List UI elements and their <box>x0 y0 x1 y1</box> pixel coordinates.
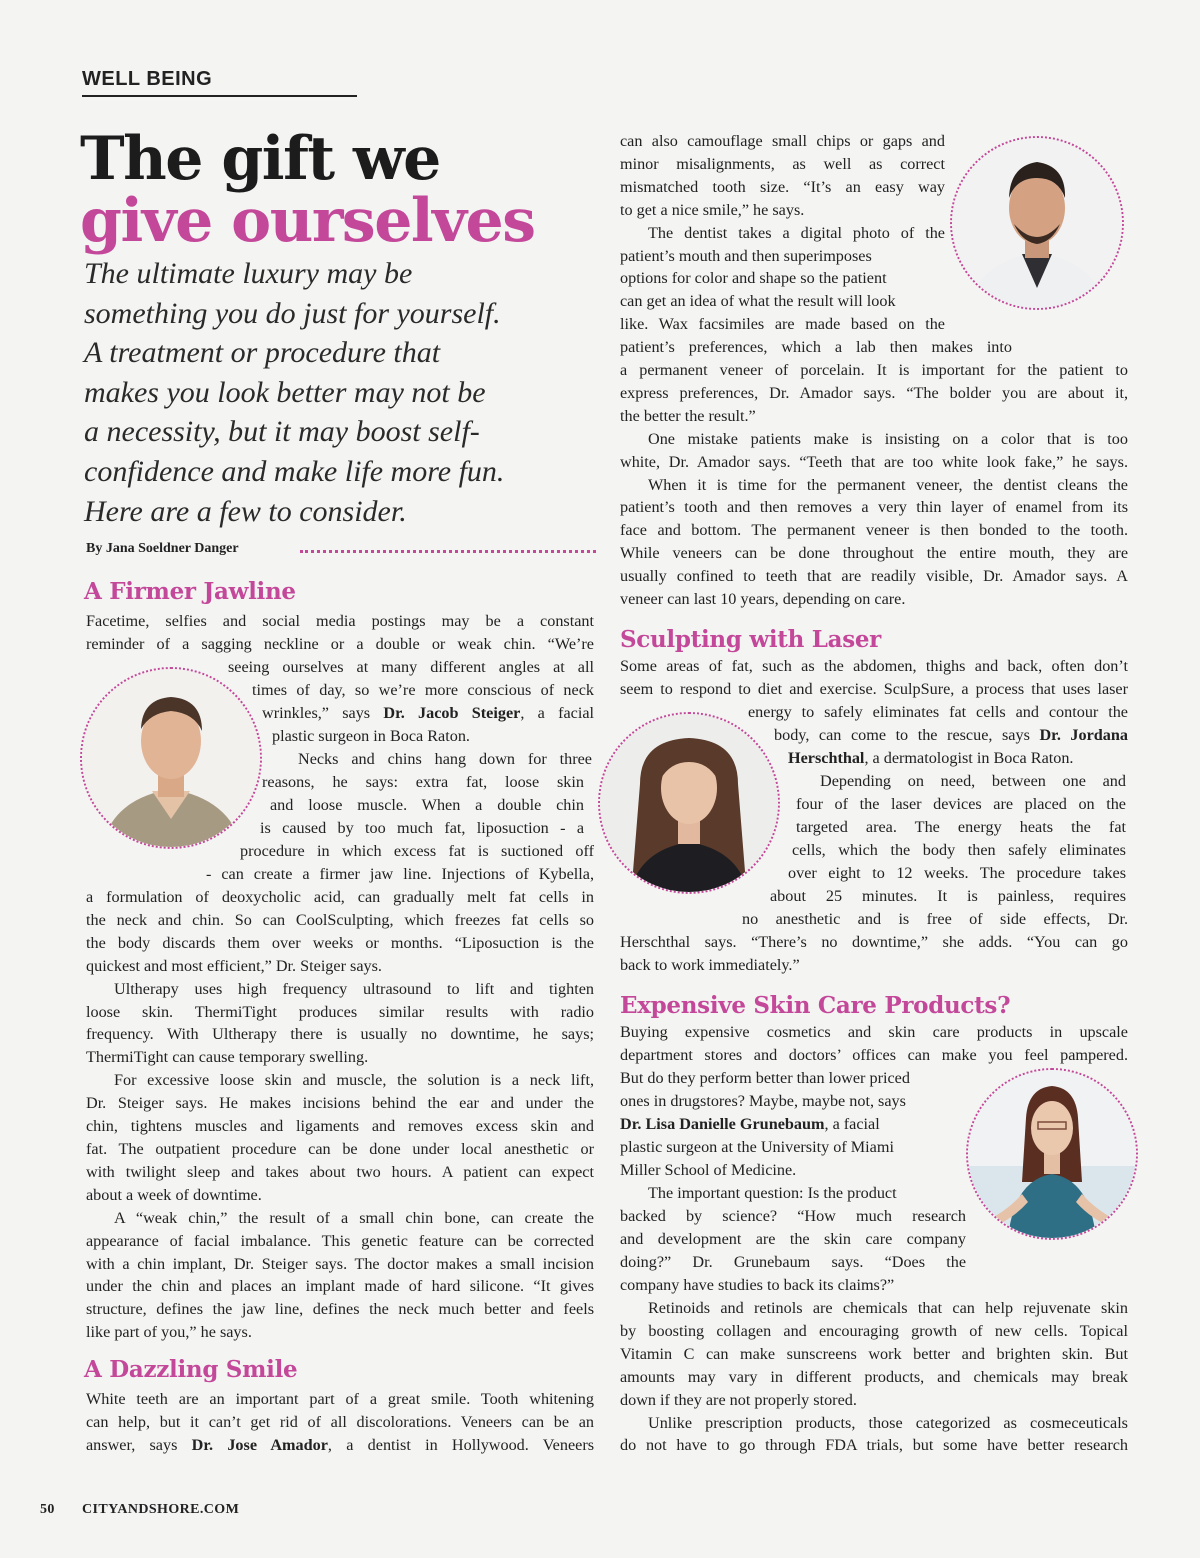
text-line: Herschthal, a dermatologist in Boca Raton. <box>788 749 1074 767</box>
text-line: company have studies to back its claims?” <box>620 1275 895 1294</box>
text-line: and development are the skin care company <box>620 1229 966 1248</box>
text-line: seem to respond to diet and exercise. SculpSure, a process that uses laser <box>620 679 1128 698</box>
text-line: plastic surgeon at the University of Miami <box>620 1137 894 1156</box>
text-line: When it is time for the permanent veneer, the dentist cleans the <box>648 475 1128 494</box>
text-line: While veneers can be done throughout the entire mouth, they are <box>620 544 1128 563</box>
deck-line: something you do just for yourself. <box>84 296 501 330</box>
deck-line: makes you look better may not be <box>84 375 486 409</box>
text-line: can get an idea of what the result will look <box>620 292 896 311</box>
text-line: to get a nice smile,” he says. <box>620 200 805 219</box>
smile-text-d <box>620 359 1128 611</box>
text-line: options for color and shape so the patient <box>620 269 887 288</box>
text-line: Some areas of fat, such as the abdomen, thighs and back, often don’t <box>620 657 1128 675</box>
text-line: For excessive loose skin and muscle, the solution is a neck lift, <box>114 1071 594 1090</box>
text-line: the better the result.” <box>620 406 756 425</box>
skincare-text-b <box>620 1067 976 1182</box>
text-line: backed by science? “How much research <box>620 1206 966 1225</box>
subhead-jawline: A Firmer Jawline <box>84 578 296 605</box>
text-line: Facetime, selfies and social media postings may be a constant <box>86 612 594 630</box>
text-line: four of the laser devices are placed on the <box>796 795 1126 813</box>
jawline-text-f <box>270 748 592 771</box>
jawline-text-l <box>86 886 594 1344</box>
doctor-name: Dr. Lisa Danielle Grunebaum <box>620 1114 825 1133</box>
text-line: department stores and doctors’ offices can make you feel pampered. <box>620 1045 1128 1064</box>
text-line: reminder of a sagging neckline or a double or weak chin. “We’re <box>86 634 594 653</box>
text-line: no anesthetic and is free of side effects, Dr. <box>742 910 1128 928</box>
text-line: Retinoids and retinols are chemicals that can help rejuvenate skin <box>648 1299 1128 1317</box>
laser-text-l <box>620 931 1128 977</box>
deck-line: A treatment or procedure that <box>84 336 441 370</box>
deck-line: Here are a few to consider. <box>84 494 407 528</box>
laser-text-h <box>792 839 1126 862</box>
text-line: seeing ourselves at many different angles at all <box>228 658 594 676</box>
text-line: Ultherapy uses high frequency ultrasound to lift and tighten <box>114 979 594 998</box>
text-line: ones in drugstores? Maybe, maybe not, says <box>620 1091 906 1110</box>
text-line: energy to safely eliminates fat cells and contour the <box>748 703 1128 721</box>
text-line: Dr. Steiger says. He makes incisions behind the ear and under the <box>86 1094 594 1113</box>
text-line: can also camouflage small chips or gaps and <box>620 132 945 150</box>
text-line: frequency. With Ultherapy there is usually no downtime, he says; <box>86 1025 594 1044</box>
doctor-portrait-steiger <box>80 667 262 849</box>
text-line: about a week of downtime. <box>86 1185 262 1204</box>
text-line: patient’s tooth and then removes a very thin layer of enamel from its <box>620 498 1128 517</box>
text-line: reasons, he says: extra fat, loose skin <box>262 773 584 791</box>
text-line: a formulation of deoxycholic acid, can gradually melt fat cells in <box>86 888 594 906</box>
laser-text-j <box>770 885 1126 908</box>
text-line: veneer can last 10 years, depending on care. <box>620 590 906 609</box>
doctor-portrait-grunebaum <box>966 1068 1138 1240</box>
footer-site: CITYANDSHORE.COM <box>82 1502 240 1517</box>
text-line: down if they are not properly stored. <box>620 1390 857 1409</box>
headline-line-2: give ourselves <box>80 186 535 256</box>
text-line: chin, tightens muscles and ligaments and removes excess skin and <box>86 1117 594 1136</box>
text-line: like. Wax facsimiles are made based on the <box>620 315 945 334</box>
jawline-text-d <box>262 702 594 725</box>
jawline-text-i <box>260 817 584 840</box>
text-line: Vitamin C can make sunscreens work better and brighten skin. But <box>620 1344 1128 1363</box>
text-line: doing?” Dr. Grunebaum says. “Does the <box>620 1252 966 1271</box>
skincare-text-a <box>620 1021 1128 1067</box>
text-line: usually confined to teeth that are readily visible, Dr. Amador says. A <box>620 567 1128 586</box>
deck-line: confidence and make life more fun. <box>84 454 505 488</box>
doctor-name: Dr. Jordana <box>1039 726 1128 744</box>
jawline-text-a <box>86 610 594 656</box>
text-line: face and bottom. The permanent veneer is then bonded to the tooth. <box>620 521 1128 540</box>
text-line: targeted area. The energy heats the fat <box>796 818 1126 836</box>
text-line: about 25 minutes. It is painless, requires <box>770 887 1126 905</box>
text-line: answer, says Dr. Jose Amador, a dentist in Hollywood. Veneers <box>86 1435 595 1454</box>
text-line: the neck and chin. So can CoolSculpting, which freezes fat cells so <box>86 910 594 929</box>
laser-text-c <box>774 724 1128 747</box>
jawline-text-b <box>228 656 594 679</box>
headline-line-1: The gift we <box>80 124 440 194</box>
laser-text-k <box>742 908 1128 931</box>
text-line: by boosting collagen and encouraging growth of new cells. Topical <box>620 1321 1128 1340</box>
text-line: Buying expensive cosmetics and skin care products in upscale <box>620 1023 1128 1041</box>
text-line: Herschthal says. “There’s no downtime,” she adds. “You can go <box>620 933 1128 951</box>
section-tag: WELL BEING <box>82 68 357 97</box>
subhead-skincare: Expensive Skin Care Products? <box>620 992 1011 1019</box>
jawline-text-g <box>262 771 584 794</box>
text-line: loose skin. ThermiTight produces similar results with radio <box>86 1002 594 1021</box>
text-line: is caused by too much fat, liposuction - a <box>260 819 584 837</box>
text-line: structure, defines the jaw line, defines the neck much better and feels <box>86 1300 594 1319</box>
text-line: White teeth are an important part of a great smile. Tooth whitening <box>86 1390 594 1408</box>
smile-text-c <box>620 336 1012 359</box>
text-line: minor misalignments, as well as correct <box>620 154 945 173</box>
text-line: with a chin implant, Dr. Steiger says. The doctor makes a small incision <box>86 1254 594 1273</box>
text-line: quickest and most efficient,” Dr. Steiger says. <box>86 956 382 975</box>
text-line: The important question: Is the product <box>648 1184 897 1202</box>
text-line: back to work immediately.” <box>620 955 800 974</box>
text-line: But do they perform better than lower priced <box>620 1069 910 1087</box>
text-line: cells, which the body then safely eliminates <box>792 841 1126 859</box>
subhead-laser: Sculpting with Laser <box>620 626 881 653</box>
text-line: over eight to 12 weeks. The procedure takes <box>788 864 1126 882</box>
laser-text-e <box>792 770 1126 793</box>
text-line: patient’s mouth and then superimposes <box>620 246 872 265</box>
text-line: ThermiTight can cause temporary swelling. <box>86 1048 369 1067</box>
text-line: Unlike prescription products, those categorized as cosmeceuticals <box>648 1413 1128 1432</box>
text-line: The dentist takes a digital photo of the <box>648 223 945 242</box>
skincare-text-d <box>620 1297 1128 1457</box>
text-line: like part of you,” he says. <box>86 1323 252 1342</box>
laser-text-d <box>788 747 1108 770</box>
text-line: a permanent veneer of porcelain. It is important for the patient to <box>620 361 1128 379</box>
text-line: appearance of facial imbalance. This genetic feature can be corrected <box>86 1231 594 1250</box>
byline: By Jana Soeldner Danger <box>86 541 239 556</box>
text-line: wrinkles,” says Dr. Jacob Steiger, a facial <box>262 704 595 722</box>
text-line: - can create a firmer jaw line. Injections of Kybella, <box>206 865 594 883</box>
text-line: A “weak chin,” the result of a small chin bone, can create the <box>114 1208 594 1227</box>
byline-divider <box>300 550 596 553</box>
text-line: amounts may vary in different products, and chemicals may break <box>620 1367 1128 1386</box>
smile-text-b <box>620 130 945 336</box>
laser-text-f <box>796 793 1126 816</box>
text-line: Depending on need, between one and <box>820 772 1126 790</box>
text-line: plastic surgeon in Boca Raton. <box>272 727 470 745</box>
doctor-name: Dr. Jacob Steiger <box>383 704 521 722</box>
text-line: can help, but it can’t get rid of all discolorations. Veneers can be an <box>86 1412 594 1431</box>
text-line: Necks and chins hang down for three <box>298 750 592 768</box>
jawline-text-c <box>252 679 594 702</box>
doctor-portrait-amador <box>950 136 1124 310</box>
laser-text-i <box>788 862 1126 885</box>
text-line: the body discards them over weeks or months. “Liposuction is the <box>86 933 594 952</box>
jawline-text-h <box>270 794 584 817</box>
smile-text-a <box>86 1388 594 1457</box>
doctor-portrait-herschthal <box>598 712 780 894</box>
jawline-text-k <box>206 863 594 886</box>
doctor-name: Herschthal <box>788 749 865 767</box>
text-line: mismatched tooth size. “It’s an easy way <box>620 177 945 196</box>
doctor-name: Dr. Jose Amador <box>191 1435 328 1454</box>
text-line: express preferences, Dr. Amador says. “The bolder you are about it, <box>620 383 1128 402</box>
page-number: 50 <box>40 1502 55 1517</box>
laser-text-a <box>620 655 1128 701</box>
subhead-smile: A Dazzling Smile <box>84 1356 298 1383</box>
jawline-text-e <box>272 725 522 748</box>
text-line: with twilight sleep and takes about two hours. A patient can expect <box>86 1162 594 1181</box>
jawline-text-j <box>240 840 594 863</box>
text-line: times of day, so we’re more conscious of neck <box>252 681 594 699</box>
text-line: and loose muscle. When a double chin <box>270 796 584 814</box>
text-line: under the chin and places an implant made of hard silicone. “It gives <box>86 1277 594 1296</box>
text-line: Dr. Lisa Danielle Grunebaum, a facial <box>620 1114 880 1133</box>
text-line: do not have to go through FDA trials, but some have better research <box>620 1436 1128 1455</box>
laser-text-b <box>748 701 1128 724</box>
text-line: procedure in which excess fat is suctioned off <box>240 842 594 860</box>
text-line: white, Dr. Amador says. “Teeth that are too white look fake,” he says. <box>620 452 1128 471</box>
skincare-text-c <box>620 1182 966 1297</box>
text-line: body, can come to the rescue, says Dr. Jordana <box>774 726 1128 744</box>
text-line: patient’s preferences, which a lab then makes into <box>620 338 1012 356</box>
text-line: One mistake patients make is insisting on a color that is too <box>648 429 1128 448</box>
text-line: Miller School of Medicine. <box>620 1160 797 1179</box>
laser-text-g <box>796 816 1126 839</box>
deck <box>84 254 594 531</box>
deck-line: The ultimate luxury may be <box>84 257 413 290</box>
deck-line: a necessity, but it may boost self- <box>84 415 480 449</box>
text-line: fat. The outpatient procedure can be done under local anesthetic or <box>86 1139 594 1158</box>
